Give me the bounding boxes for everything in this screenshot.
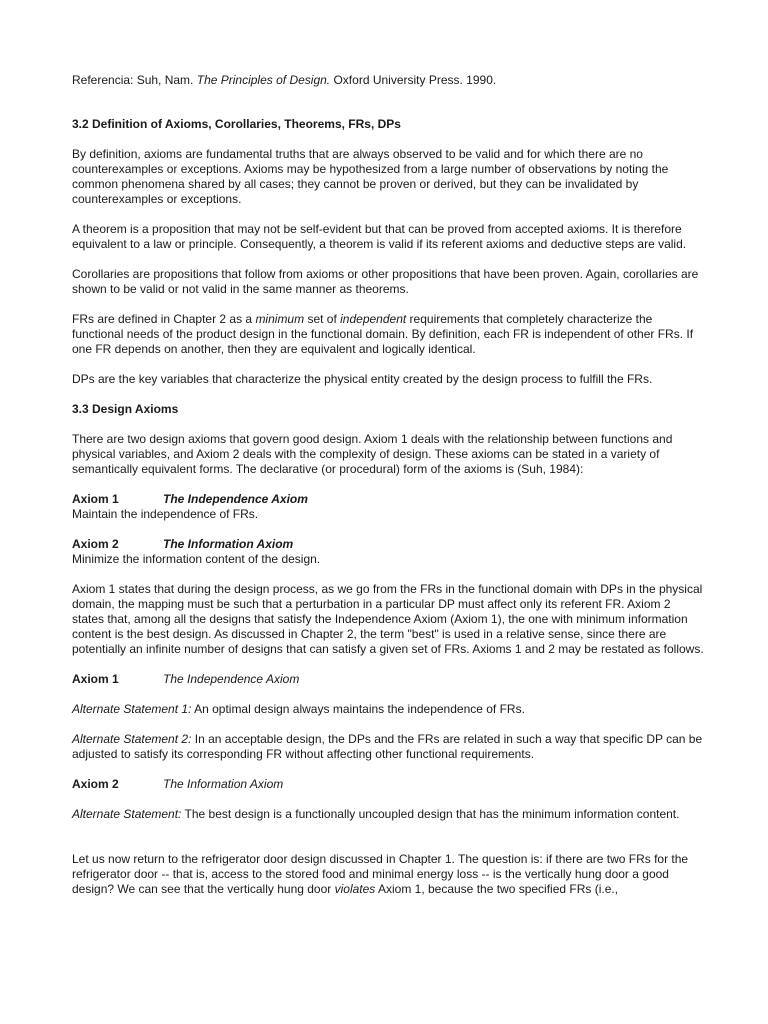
- axiom-2-restated-title: The Information Axiom: [163, 777, 284, 791]
- paragraph-axioms-explanation: Axiom 1 states that during the design process, as we go from the FRs in the functional domain with DPs in the physical domain, the mapping must be such that a perturbation in a particular DP must affect only its referent FR. Axiom 2 states that, among all the designs that satisfy the Independence Axiom (Axiom 1), the one with minimum information content is the best design. As discussed in Chapter 2, the term "best" is used in a relative sense, since there are potentially an infinite number of designs that can satisfy a given set of FRs. Axioms 1 and 2 may be restated as follows.: [72, 582, 704, 656]
- document-page: [72, 73, 704, 897]
- paragraph-frs-definition: [72, 312, 704, 357]
- paragraph-design-axioms-intro: There are two design axioms that govern good design. Axiom 1 deals with the relationship between functions and physical variables, and Axiom 2 deals with the complexity of design. These axioms can be stated in a variety of semantically equivalent forms. The declarative (or procedural) form of the axioms is (Suh, 1984):: [72, 432, 673, 476]
- alternate-statement-1-label: Alternate Statement 1:: [72, 702, 192, 716]
- axiom-2-restated-label: Axiom 2: [72, 777, 119, 791]
- alternate-statement-2: [72, 732, 704, 762]
- reference-line: [72, 73, 704, 88]
- axiom-2-declarative: [72, 537, 704, 567]
- alternate-statement-2-text: In an acceptable design, the DPs and the FRs are related in such a way that specific DP can be adjusted to satisfy its corresponding FR without affecting other functional requirements.: [72, 732, 703, 761]
- frs-text-minimum: minimum: [255, 312, 305, 326]
- section-heading-3-2: 3.2 Definition of Axioms, Corollaries, Theorems, FRs, DPs: [72, 117, 401, 131]
- section-heading-3-3: 3.3 Design Axioms: [72, 402, 179, 416]
- axiom-1-title: The Independence Axiom: [163, 492, 308, 506]
- axiom-1-label: Axiom 1: [72, 492, 119, 506]
- refrigerator-text-violates: violates: [334, 882, 376, 896]
- axiom-1-restated-title: The Independence Axiom: [163, 672, 300, 686]
- frs-text-c: set of: [304, 312, 341, 326]
- refrigerator-text-c: Axiom 1, because the two specified FRs (i.e.,: [375, 882, 619, 896]
- paragraph-axioms-definition: By definition, axioms are fundamental truths that are always observed to be valid and for which there are no counterexamples or exceptions. Axioms may be hypothesized from a large number of observations by noting the common phenomena shared by all cases; they cannot be proven or derived, but they can be invalidated by counterexamples or exceptions.: [72, 147, 669, 206]
- frs-text-a: FRs are defined in Chapter 2 as a: [72, 312, 256, 326]
- spacer: [72, 837, 704, 852]
- axiom-2-header: [72, 537, 704, 552]
- paragraph-theorem-definition: A theorem is a proposition that may not be self-evident but that can be proved from accepted axioms. It is therefore equivalent to a law or principle. Consequently, a theorem is valid if its referent axioms and deductive steps are valid.: [72, 222, 687, 251]
- alternate-statement-3-label: Alternate Statement:: [72, 807, 182, 821]
- refrigerator-text-a: Let us now return to the refrigerator door design discussed in Chapter 1. The question is: if there are two FRs for the refrigerator door -- that is, access to the stored food and minimal energy loss -- is the vertically hung door a good design? We can see that the vertically hung door: [72, 852, 689, 896]
- alternate-statement-2-label: Alternate Statement 2:: [72, 732, 192, 746]
- axiom-1-header: [72, 492, 704, 507]
- alternate-statement-3: [72, 807, 704, 822]
- axiom-1-restated-header: [72, 672, 704, 687]
- paragraph-dps-definition: DPs are the key variables that characterize the physical entity created by the design process to fulfill the FRs.: [72, 372, 653, 386]
- alternate-statement-3-text: The best design is a functionally uncoupled design that has the minimum information content.: [181, 807, 680, 821]
- axiom-2-label: Axiom 2: [72, 537, 119, 551]
- alternate-statement-1: [72, 702, 704, 717]
- frs-text-independent: independent: [340, 312, 407, 326]
- axiom-1-declarative: [72, 492, 704, 522]
- alternate-statement-1-text: An optimal design always maintains the independence of FRs.: [191, 702, 525, 716]
- axiom-2-statement: Minimize the information content of the design.: [72, 552, 321, 566]
- paragraph-corollaries-definition: Corollaries are propositions that follow from axioms or other propositions that have been proven. Again, corollaries are shown to be valid or not valid in the same manner as theorems.: [72, 267, 699, 296]
- axiom-2-restated-header: [72, 777, 704, 792]
- reference-suffix: Oxford University Press. 1990.: [330, 73, 497, 87]
- reference-prefix: Referencia: Suh, Nam.: [72, 73, 197, 87]
- axiom-1-restated-label: Axiom 1: [72, 672, 119, 686]
- paragraph-refrigerator-door: [72, 852, 704, 897]
- reference-book-title: The Principles of Design.: [196, 73, 331, 87]
- frs-text-e: requirements that completely characterize the functional needs of the product design in the functional domain. By definition, each FR is independent of other FRs. If one FR depends on another, then they are equivalent and logically identical.: [72, 312, 694, 356]
- axiom-2-title: The Information Axiom: [163, 537, 294, 551]
- axiom-1-statement: Maintain the independence of FRs.: [72, 507, 259, 521]
